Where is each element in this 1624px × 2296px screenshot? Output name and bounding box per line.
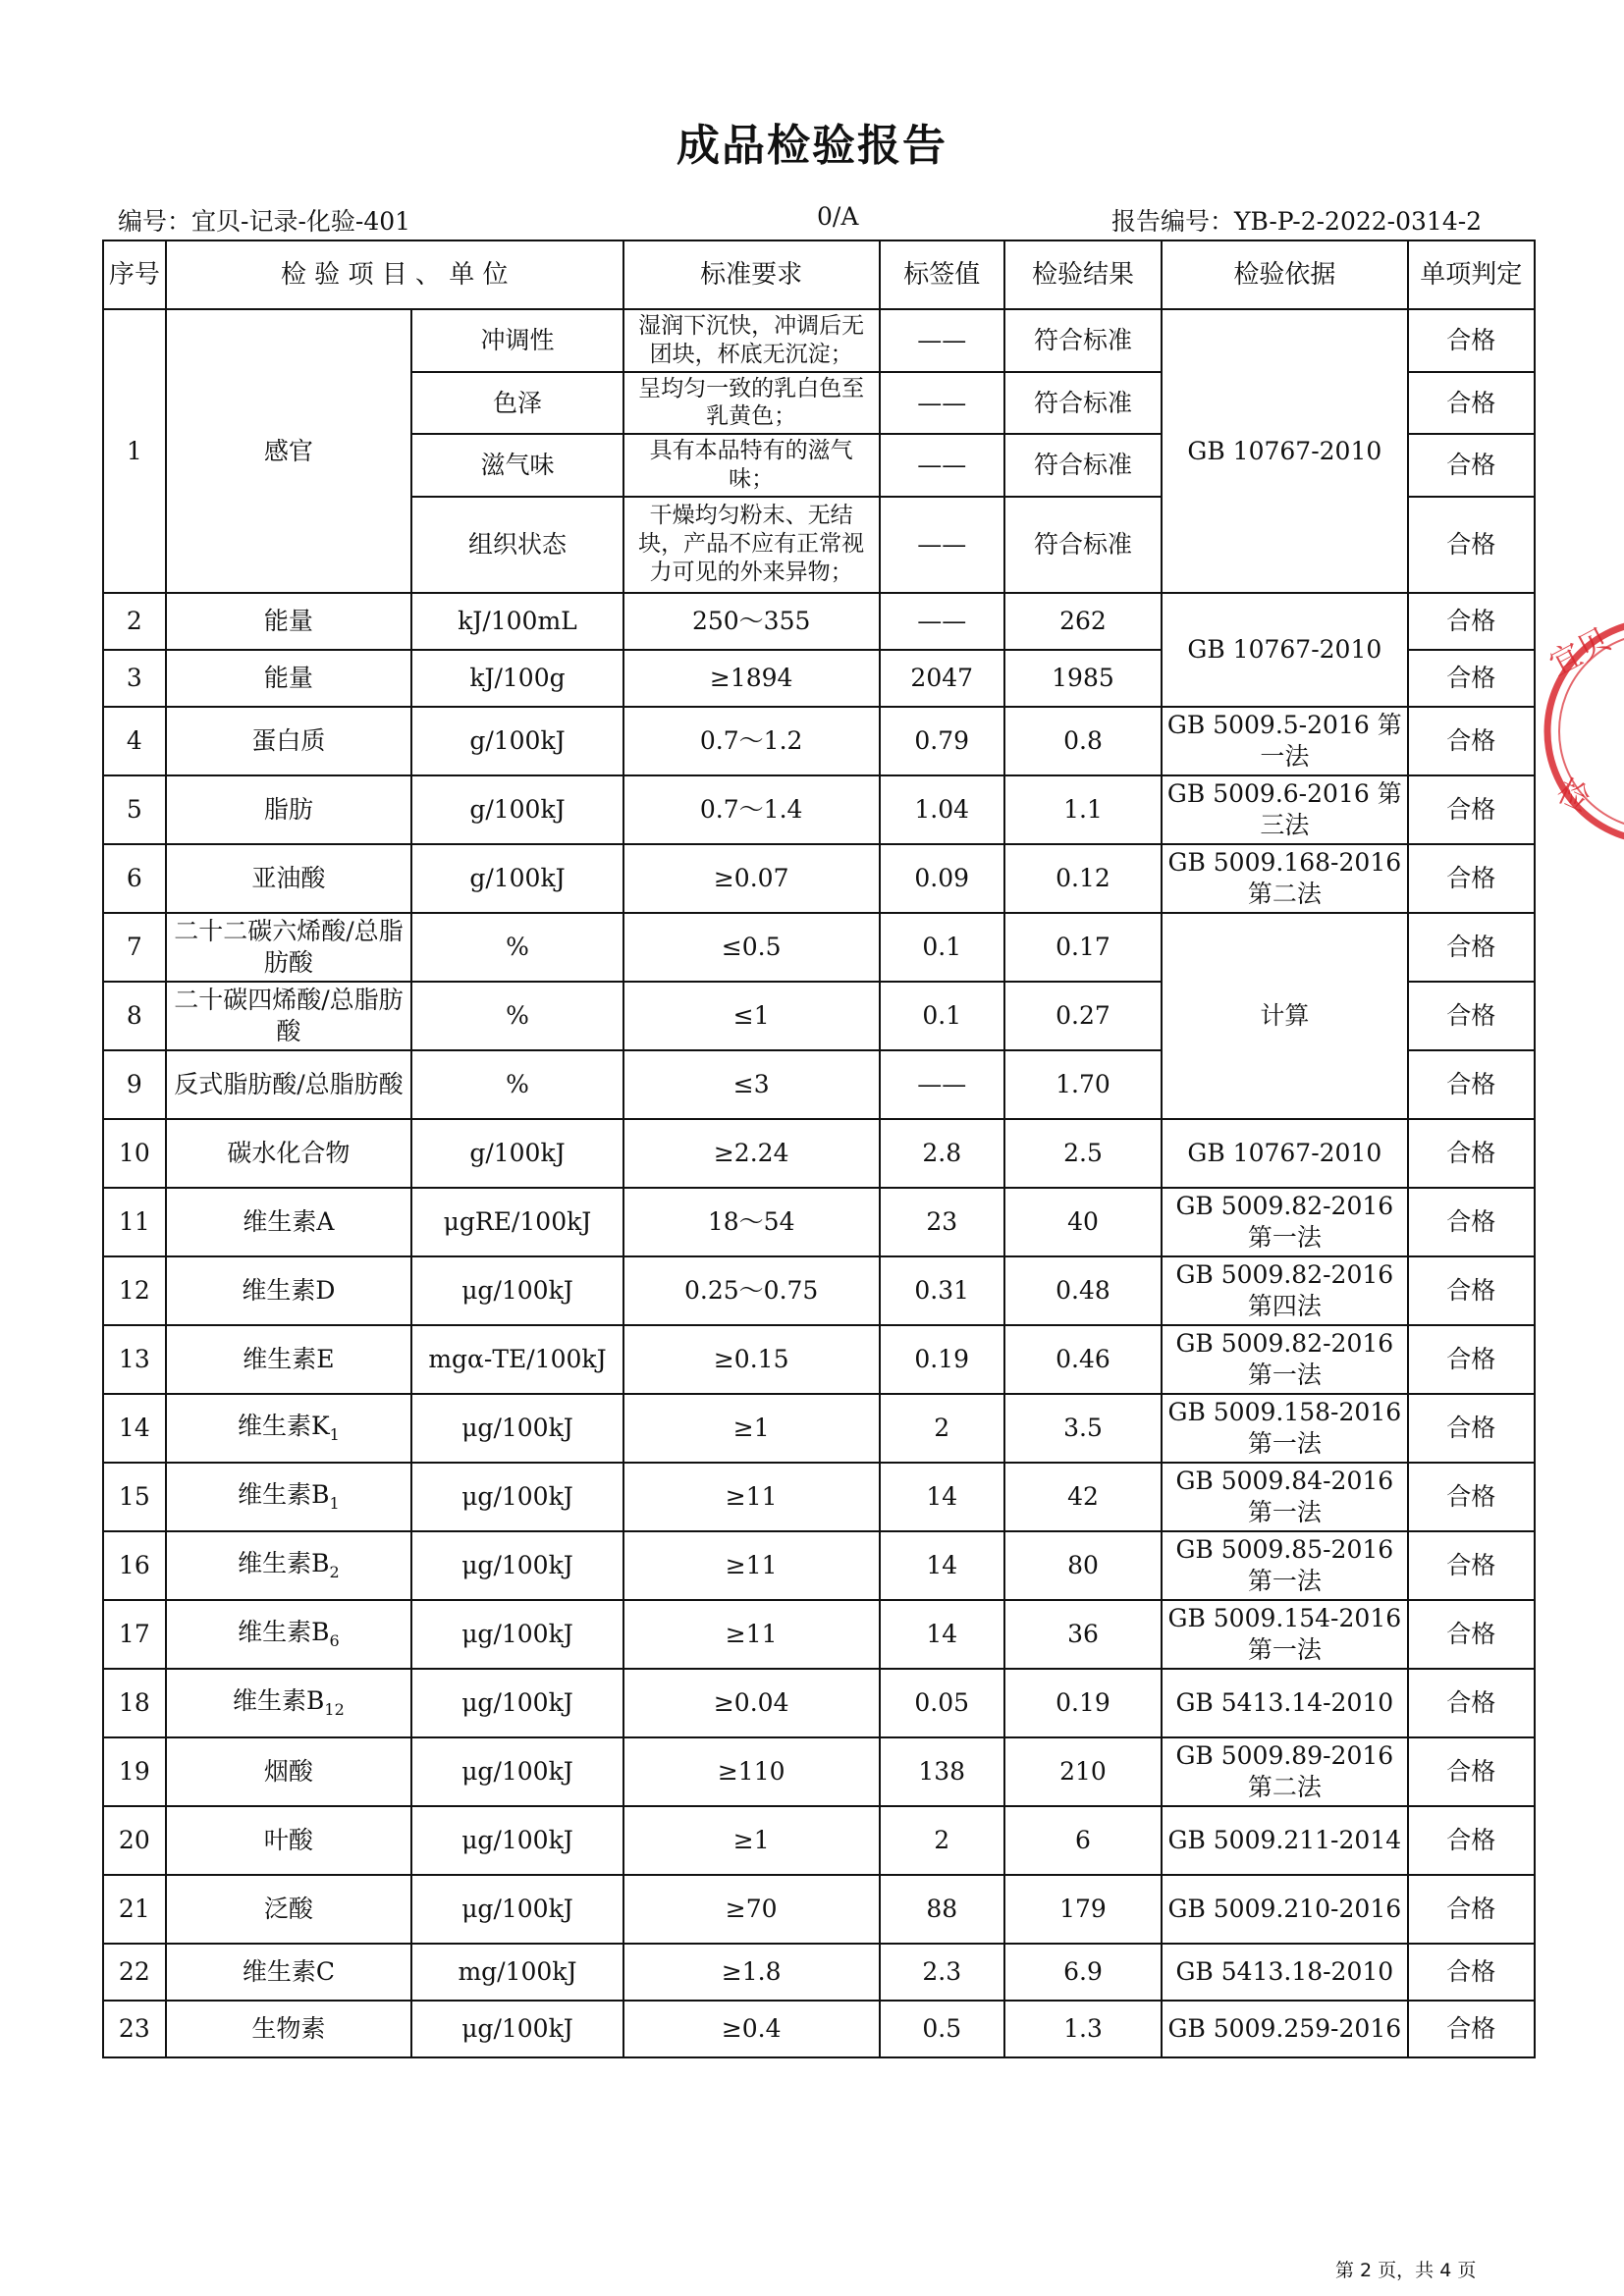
standard-requirement: ≥0.4 bbox=[623, 2001, 880, 2057]
standard-requirement: ≥11 bbox=[623, 1463, 880, 1531]
table-row bbox=[103, 913, 1535, 982]
standard-requirement: 湿润下沉快，冲调后无团块，杯底无沉淀； bbox=[623, 309, 880, 372]
test-basis: GB 5009.84-2016 第一法 bbox=[1162, 1463, 1408, 1531]
item-name-text: 蛋白质 bbox=[251, 725, 326, 755]
judgement: 合格 bbox=[1408, 1188, 1535, 1256]
test-result: 0.17 bbox=[1004, 913, 1162, 982]
table-row bbox=[103, 1256, 1535, 1325]
header-basis: 检验依据 bbox=[1162, 240, 1408, 309]
judgement: 合格 bbox=[1408, 1325, 1535, 1394]
item-name: 感官 bbox=[166, 309, 412, 593]
table-row bbox=[103, 1806, 1535, 1875]
item-name bbox=[166, 1531, 412, 1600]
sensory-attribute: 冲调性 bbox=[411, 309, 623, 372]
item-name-text: 维生素B bbox=[238, 1549, 330, 1577]
judgement: 合格 bbox=[1408, 1119, 1535, 1188]
label-value: —— bbox=[880, 1050, 1004, 1119]
test-basis: GB 5009.168-2016 第二法 bbox=[1162, 844, 1408, 913]
judgement: 合格 bbox=[1408, 593, 1535, 650]
table-row bbox=[103, 775, 1535, 844]
item-name-subscript: 12 bbox=[324, 1700, 345, 1719]
test-basis: GB 5009.82-2016 第四法 bbox=[1162, 1256, 1408, 1325]
unit: μg/100kJ bbox=[411, 1463, 623, 1531]
test-result: 1.70 bbox=[1004, 1050, 1162, 1119]
label-value: —— bbox=[880, 372, 1004, 435]
judgement: 合格 bbox=[1408, 1875, 1535, 1944]
test-basis: GB 5413.18-2010 bbox=[1162, 1944, 1408, 2001]
row-seq: 7 bbox=[103, 913, 166, 982]
test-basis: GB 5009.82-2016 第一法 bbox=[1162, 1188, 1408, 1256]
unit: % bbox=[411, 1050, 623, 1119]
item-name-subscript: 1 bbox=[329, 1425, 340, 1444]
judgement: 合格 bbox=[1408, 844, 1535, 913]
label-value: —— bbox=[880, 593, 1004, 650]
label-value: 0.19 bbox=[880, 1325, 1004, 1394]
judgement: 合格 bbox=[1408, 1394, 1535, 1463]
item-name-subscript: 1 bbox=[329, 1494, 340, 1513]
test-result: 40 bbox=[1004, 1188, 1162, 1256]
item-name-subscript: 6 bbox=[329, 1631, 340, 1650]
table-row bbox=[103, 1875, 1535, 1944]
item-name-text: 生物素 bbox=[251, 2013, 326, 2043]
row-seq: 21 bbox=[103, 1875, 166, 1944]
row-seq: 11 bbox=[103, 1188, 166, 1256]
test-basis: GB 5413.14-2010 bbox=[1162, 1669, 1408, 1737]
judgement: 合格 bbox=[1408, 309, 1535, 372]
test-result: 0.12 bbox=[1004, 844, 1162, 913]
item-name bbox=[166, 707, 412, 775]
standard-requirement: 0.7～1.4 bbox=[623, 775, 880, 844]
test-result: 2.5 bbox=[1004, 1119, 1162, 1188]
label-value: —— bbox=[880, 309, 1004, 372]
test-basis: GB 5009.89-2016 第二法 bbox=[1162, 1737, 1408, 1806]
test-basis: GB 5009.5-2016 第一法 bbox=[1162, 707, 1408, 775]
test-basis: GB 5009.82-2016 第一法 bbox=[1162, 1325, 1408, 1394]
row-seq: 2 bbox=[103, 593, 166, 650]
item-name bbox=[166, 1256, 412, 1325]
standard-requirement: 18～54 bbox=[623, 1188, 880, 1256]
judgement: 合格 bbox=[1408, 982, 1535, 1050]
label-value: 2047 bbox=[880, 650, 1004, 707]
item-name-text: 维生素B bbox=[233, 1686, 325, 1715]
judgement: 合格 bbox=[1408, 1737, 1535, 1806]
header-seq: 序号 bbox=[103, 240, 166, 309]
unit: μgRE/100kJ bbox=[411, 1188, 623, 1256]
standard-requirement: ≥0.15 bbox=[623, 1325, 880, 1394]
item-name bbox=[166, 593, 412, 650]
row-seq: 23 bbox=[103, 2001, 166, 2057]
standard-requirement: ≥2.24 bbox=[623, 1119, 880, 1188]
version-code: 0/A bbox=[817, 202, 859, 231]
test-basis: GB 5009.154-2016 第一法 bbox=[1162, 1600, 1408, 1669]
test-result: 0.27 bbox=[1004, 982, 1162, 1050]
item-name bbox=[166, 1119, 412, 1188]
header-label-value: 标签值 bbox=[880, 240, 1004, 309]
item-name-text: 维生素E bbox=[243, 1344, 335, 1373]
judgement: 合格 bbox=[1408, 913, 1535, 982]
table-row bbox=[103, 1394, 1535, 1463]
test-result: 42 bbox=[1004, 1463, 1162, 1531]
record-number: 编号：宜贝-记录-化验-401 bbox=[118, 207, 411, 236]
standard-requirement: ≥1 bbox=[623, 1806, 880, 1875]
unit: kJ/100mL bbox=[411, 593, 623, 650]
unit: g/100kJ bbox=[411, 707, 623, 775]
item-name bbox=[166, 1600, 412, 1669]
item-name bbox=[166, 982, 412, 1050]
test-basis: 计算 bbox=[1162, 913, 1408, 1119]
item-name bbox=[166, 1394, 412, 1463]
test-basis: GB 10767-2010 bbox=[1162, 1119, 1408, 1188]
judgement: 合格 bbox=[1408, 434, 1535, 497]
standard-requirement: 0.7～1.2 bbox=[623, 707, 880, 775]
item-name-text: 能量 bbox=[263, 663, 313, 692]
item-name bbox=[166, 2001, 412, 2057]
row-seq: 16 bbox=[103, 1531, 166, 1600]
item-name bbox=[166, 650, 412, 707]
unit: mg/100kJ bbox=[411, 1944, 623, 2001]
test-result: 符合标准 bbox=[1004, 497, 1162, 593]
test-basis: GB 5009.158-2016 第一法 bbox=[1162, 1394, 1408, 1463]
table-row bbox=[103, 1669, 1535, 1737]
judgement: 合格 bbox=[1408, 1256, 1535, 1325]
unit: % bbox=[411, 913, 623, 982]
row-seq: 9 bbox=[103, 1050, 166, 1119]
label-value: 88 bbox=[880, 1875, 1004, 1944]
row-seq: 4 bbox=[103, 707, 166, 775]
label-value: 1.04 bbox=[880, 775, 1004, 844]
test-result: 6.9 bbox=[1004, 1944, 1162, 2001]
test-result: 1985 bbox=[1004, 650, 1162, 707]
standard-requirement: ≥1894 bbox=[623, 650, 880, 707]
test-result: 3.5 bbox=[1004, 1394, 1162, 1463]
table-row bbox=[103, 1737, 1535, 1806]
svg-text:宜贝: 宜贝 bbox=[1543, 620, 1616, 683]
item-name bbox=[166, 913, 412, 982]
header-row bbox=[103, 240, 1535, 309]
test-result: 符合标准 bbox=[1004, 372, 1162, 435]
standard-requirement: ≤1 bbox=[623, 982, 880, 1050]
table-row bbox=[103, 1944, 1535, 2001]
item-name bbox=[166, 1188, 412, 1256]
judgement: 合格 bbox=[1408, 2001, 1535, 2057]
judgement: 合格 bbox=[1408, 775, 1535, 844]
judgement: 合格 bbox=[1408, 1463, 1535, 1531]
table-row bbox=[103, 1600, 1535, 1669]
item-name-text: 维生素B bbox=[238, 1480, 330, 1509]
test-result: 6 bbox=[1004, 1806, 1162, 1875]
test-result: 0.48 bbox=[1004, 1256, 1162, 1325]
judgement: 合格 bbox=[1408, 1669, 1535, 1737]
row-seq: 14 bbox=[103, 1394, 166, 1463]
test-result: 210 bbox=[1004, 1737, 1162, 1806]
unit: μg/100kJ bbox=[411, 1737, 623, 1806]
test-basis: GB 5009.259-2016 bbox=[1162, 2001, 1408, 2057]
unit: μg/100kJ bbox=[411, 2001, 623, 2057]
label-value: 2 bbox=[880, 1394, 1004, 1463]
inspection-table bbox=[102, 240, 1536, 2058]
row-seq: 3 bbox=[103, 650, 166, 707]
table-row bbox=[103, 2001, 1535, 2057]
row-seq: 6 bbox=[103, 844, 166, 913]
table-row bbox=[103, 1531, 1535, 1600]
table-row bbox=[103, 1188, 1535, 1256]
label-value: 0.31 bbox=[880, 1256, 1004, 1325]
test-result: 36 bbox=[1004, 1600, 1162, 1669]
standard-requirement: 干燥均匀粉末、无结块，产品不应有正常视力可见的外来异物； bbox=[623, 497, 880, 593]
unit: g/100kJ bbox=[411, 1119, 623, 1188]
standard-requirement: ≥0.07 bbox=[623, 844, 880, 913]
judgement: 合格 bbox=[1408, 1944, 1535, 2001]
test-basis: GB 10767-2010 bbox=[1162, 309, 1408, 593]
label-value: 14 bbox=[880, 1531, 1004, 1600]
row-seq: 18 bbox=[103, 1669, 166, 1737]
page-number: 第 2 页，共 4 页 bbox=[1335, 2260, 1477, 2281]
item-name bbox=[166, 1463, 412, 1531]
item-name bbox=[166, 1669, 412, 1737]
standard-requirement: 250～355 bbox=[623, 593, 880, 650]
report-number: 报告编号：YB-P-2-2022-0314-2 bbox=[1111, 207, 1483, 236]
item-name-subscript: 2 bbox=[329, 1563, 340, 1581]
table-row bbox=[103, 707, 1535, 775]
test-basis: GB 5009.85-2016 第一法 bbox=[1162, 1531, 1408, 1600]
table-row bbox=[103, 844, 1535, 913]
judgement: 合格 bbox=[1408, 1531, 1535, 1600]
label-value: 23 bbox=[880, 1188, 1004, 1256]
test-result: 262 bbox=[1004, 593, 1162, 650]
sensory-attribute: 滋气味 bbox=[411, 434, 623, 497]
test-basis: GB 5009.210-2016 bbox=[1162, 1875, 1408, 1944]
test-result: 符合标准 bbox=[1004, 309, 1162, 372]
row-seq: 12 bbox=[103, 1256, 166, 1325]
row-seq: 20 bbox=[103, 1806, 166, 1875]
test-basis: GB 10767-2010 bbox=[1162, 593, 1408, 707]
item-name-text: 泛酸 bbox=[263, 1894, 313, 1923]
row-seq: 1 bbox=[103, 309, 166, 593]
red-seal-stamp bbox=[1540, 609, 1624, 854]
header-item-unit: 检 验 项 目 、 单 位 bbox=[166, 240, 623, 309]
unit: μg/100kJ bbox=[411, 1394, 623, 1463]
unit: g/100kJ bbox=[411, 844, 623, 913]
label-value: 2.3 bbox=[880, 1944, 1004, 2001]
judgement: 合格 bbox=[1408, 650, 1535, 707]
test-result: 1.1 bbox=[1004, 775, 1162, 844]
item-name-text: 亚油酸 bbox=[251, 863, 326, 892]
test-basis: GB 5009.211-2014 bbox=[1162, 1806, 1408, 1875]
table-row bbox=[103, 1325, 1535, 1394]
item-name bbox=[166, 1944, 412, 2001]
item-name-text: 维生素A bbox=[243, 1206, 335, 1236]
item-name-text: 维生素B bbox=[238, 1618, 330, 1646]
header-result: 检验结果 bbox=[1004, 240, 1162, 309]
unit: μg/100kJ bbox=[411, 1806, 623, 1875]
standard-requirement: ≥110 bbox=[623, 1737, 880, 1806]
row-seq: 15 bbox=[103, 1463, 166, 1531]
test-result: 0.46 bbox=[1004, 1325, 1162, 1394]
row-seq: 19 bbox=[103, 1737, 166, 1806]
judgement: 合格 bbox=[1408, 707, 1535, 775]
sensory-attribute: 组织状态 bbox=[411, 497, 623, 593]
item-name bbox=[166, 844, 412, 913]
item-name bbox=[166, 1325, 412, 1394]
row-seq: 22 bbox=[103, 1944, 166, 2001]
item-name bbox=[166, 1050, 412, 1119]
standard-requirement: ≤3 bbox=[623, 1050, 880, 1119]
judgement: 合格 bbox=[1408, 1050, 1535, 1119]
unit: μg/100kJ bbox=[411, 1669, 623, 1737]
label-value: —— bbox=[880, 497, 1004, 593]
item-name-text: 二十二碳六烯酸/总脂肪酸 bbox=[174, 917, 404, 977]
test-basis: GB 5009.6-2016 第三法 bbox=[1162, 775, 1408, 844]
standard-requirement: ≥0.04 bbox=[623, 1669, 880, 1737]
label-value: 0.5 bbox=[880, 2001, 1004, 2057]
row-seq: 8 bbox=[103, 982, 166, 1050]
unit: kJ/100g bbox=[411, 650, 623, 707]
item-name-text: 维生素C bbox=[242, 1956, 335, 1986]
item-name-text: 叶酸 bbox=[263, 1825, 313, 1854]
label-value: 0.1 bbox=[880, 913, 1004, 982]
table-row bbox=[103, 1463, 1535, 1531]
test-result: 符合标准 bbox=[1004, 434, 1162, 497]
unit: % bbox=[411, 982, 623, 1050]
standard-requirement: 0.25～0.75 bbox=[623, 1256, 880, 1325]
standard-requirement: 呈均匀一致的乳白色至乳黄色； bbox=[623, 372, 880, 435]
test-result: 0.8 bbox=[1004, 707, 1162, 775]
item-name-text: 维生素K bbox=[237, 1412, 330, 1440]
judgement: 合格 bbox=[1408, 497, 1535, 593]
standard-requirement: ≥11 bbox=[623, 1600, 880, 1669]
unit: mgα-TE/100kJ bbox=[411, 1325, 623, 1394]
standard-requirement: 具有本品特有的滋气味； bbox=[623, 434, 880, 497]
standard-requirement: ≥11 bbox=[623, 1531, 880, 1600]
test-result: 0.19 bbox=[1004, 1669, 1162, 1737]
item-name bbox=[166, 1806, 412, 1875]
row-seq: 10 bbox=[103, 1119, 166, 1188]
item-name-text: 二十碳四烯酸/总脂肪酸 bbox=[174, 986, 404, 1045]
table-row bbox=[103, 593, 1535, 650]
table-row bbox=[103, 309, 1535, 372]
test-result: 179 bbox=[1004, 1875, 1162, 1944]
judgement: 合格 bbox=[1408, 1600, 1535, 1669]
row-seq: 13 bbox=[103, 1325, 166, 1394]
item-name-text: 烟酸 bbox=[263, 1756, 313, 1786]
item-name bbox=[166, 775, 412, 844]
label-value: 0.09 bbox=[880, 844, 1004, 913]
standard-requirement: ≤0.5 bbox=[623, 913, 880, 982]
standard-requirement: ≥1.8 bbox=[623, 1944, 880, 2001]
table-row bbox=[103, 1119, 1535, 1188]
item-name-text: 碳水化合物 bbox=[227, 1138, 351, 1167]
header-judgement: 单项判定 bbox=[1408, 240, 1535, 309]
label-value: —— bbox=[880, 434, 1004, 497]
item-name-text: 维生素D bbox=[242, 1275, 336, 1305]
header-standard: 标准要求 bbox=[623, 240, 880, 309]
test-result: 1.3 bbox=[1004, 2001, 1162, 2057]
label-value: 138 bbox=[880, 1737, 1004, 1806]
label-value: 0.05 bbox=[880, 1669, 1004, 1737]
judgement: 合格 bbox=[1408, 1806, 1535, 1875]
label-value: 2 bbox=[880, 1806, 1004, 1875]
standard-requirement: ≥70 bbox=[623, 1875, 880, 1944]
row-seq: 17 bbox=[103, 1600, 166, 1669]
unit: μg/100kJ bbox=[411, 1531, 623, 1600]
label-value: 14 bbox=[880, 1600, 1004, 1669]
item-name bbox=[166, 1737, 412, 1806]
unit: g/100kJ bbox=[411, 775, 623, 844]
item-name bbox=[166, 1875, 412, 1944]
item-name-text: 能量 bbox=[263, 606, 313, 635]
item-name-text: 反式脂肪酸/总脂肪酸 bbox=[174, 1069, 404, 1098]
unit: μg/100kJ bbox=[411, 1875, 623, 1944]
standard-requirement: ≥1 bbox=[623, 1394, 880, 1463]
report-title: 成品检验报告 bbox=[677, 121, 947, 171]
label-value: 0.1 bbox=[880, 982, 1004, 1050]
test-result: 80 bbox=[1004, 1531, 1162, 1600]
label-value: 2.8 bbox=[880, 1119, 1004, 1188]
unit: μg/100kJ bbox=[411, 1256, 623, 1325]
judgement: 合格 bbox=[1408, 372, 1535, 435]
label-value: 0.79 bbox=[880, 707, 1004, 775]
unit: μg/100kJ bbox=[411, 1600, 623, 1669]
row-seq: 5 bbox=[103, 775, 166, 844]
item-name-text: 脂肪 bbox=[263, 794, 313, 824]
sensory-attribute: 色泽 bbox=[411, 372, 623, 435]
label-value: 14 bbox=[880, 1463, 1004, 1531]
svg-text:检: 检 bbox=[1551, 772, 1597, 820]
